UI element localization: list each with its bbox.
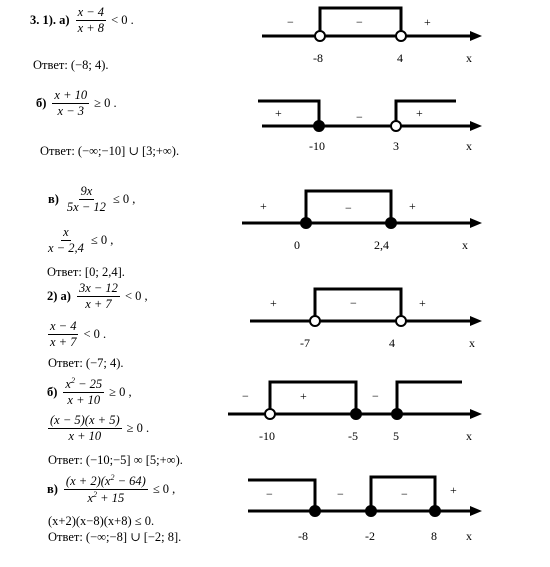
point-label: 5 (393, 429, 399, 443)
sign-label: + (270, 296, 277, 310)
point-label: 3 (393, 139, 399, 153)
problem-label: в) (47, 482, 58, 497)
denominator-exponent: 2 (93, 490, 98, 500)
point-label: -7 (300, 336, 310, 350)
problem-label: в) (48, 192, 59, 207)
relation: < 0 . (83, 327, 107, 342)
axis-arrow (470, 121, 482, 131)
point-label: -10 (259, 429, 275, 443)
sign-label: − (266, 487, 273, 501)
closed-point (430, 506, 441, 517)
number-line-diagram-1 (262, 8, 482, 41)
numerator-exponent: 2 (70, 376, 75, 385)
axis-arrow (470, 31, 482, 41)
open-point (265, 409, 275, 419)
point-label: -2 (365, 529, 375, 543)
sign-label: + (416, 106, 423, 120)
number-line-diagram-2 (258, 101, 482, 132)
sign-label: + (450, 483, 457, 497)
axis-variable: x (466, 429, 472, 443)
number-line-diagram-6 (248, 477, 482, 517)
denominator: x − 2,4 (48, 241, 84, 256)
sign-label: − (356, 110, 363, 124)
denominator: x + 10 (67, 393, 101, 408)
numerator: x − 4 (76, 6, 106, 21)
numerator-part-b: − 64) (114, 474, 146, 489)
open-point (391, 121, 401, 131)
axis-variable: x (466, 51, 472, 65)
sign-label: − (350, 296, 357, 310)
point-label: -8 (298, 529, 308, 543)
point-label: 4 (389, 336, 395, 350)
point-label: -10 (309, 139, 325, 153)
sign-label: + (300, 389, 307, 403)
interval-bracket (315, 289, 401, 321)
sign-label: + (275, 106, 282, 120)
closed-point (301, 218, 312, 229)
answer-1b: Ответ: (−∞;−10] ∪ [3;+∞). (40, 144, 180, 158)
problem-2v-factored: (x+2)(x−8)(x+8) ≤ 0. (48, 514, 155, 528)
numerator: x − 4 (48, 320, 78, 335)
numerator-exponent: 2 (110, 473, 115, 482)
answer-1a: Ответ: (−8; 4). (33, 58, 109, 72)
interval-bracket-left (258, 101, 319, 126)
axis-variable: x (466, 529, 472, 543)
point-label: -5 (348, 429, 358, 443)
interval-bracket-right (397, 382, 462, 414)
sign-label: − (345, 201, 352, 215)
numerator-base: x (65, 377, 71, 392)
numerator: (x − 5)(x + 5) (48, 414, 122, 429)
relation: ≤ 0 , (112, 192, 136, 207)
problem-label: б) (47, 384, 58, 399)
axis-variable: x (469, 336, 475, 350)
problem-label: 2) а) (47, 289, 71, 304)
numerator: x + 10 (52, 89, 89, 104)
sign-label: − (242, 389, 249, 403)
open-point (310, 316, 320, 326)
point-label: -8 (313, 51, 323, 65)
open-point (396, 31, 406, 41)
sign-label: + (260, 199, 267, 213)
number-line-diagram-5 (228, 382, 482, 420)
sign-label: + (419, 296, 426, 310)
number-line-diagram-4 (250, 289, 482, 326)
axis-arrow (470, 409, 482, 419)
relation: ≤ 0 , (90, 233, 114, 248)
numerator: 9x (79, 185, 95, 200)
closed-point (366, 506, 377, 517)
relation: ≥ 0 , (109, 384, 132, 399)
denominator: 5x − 12 (66, 200, 106, 215)
sign-label: − (372, 389, 379, 403)
numerator-rest: − 25 (74, 377, 103, 392)
axis-arrow (470, 218, 482, 228)
open-point (315, 31, 325, 41)
denominator: x + 8 (77, 21, 105, 36)
relation: ≥ 0 . (126, 421, 150, 436)
problem-header: 3. 1). а) (30, 13, 70, 28)
point-label: 4 (397, 51, 403, 65)
relation: ≤ 0 , (152, 482, 176, 497)
point-label: 8 (431, 529, 437, 543)
closed-point (310, 506, 321, 517)
interval-bracket-left (248, 480, 315, 511)
answer-2b: Ответ: (−10;−5] ∞ [5;+∞). (48, 453, 183, 467)
closed-point (386, 218, 397, 229)
sign-label: + (424, 15, 431, 29)
sign-label: − (401, 487, 408, 501)
numerator-part-a: (x + 2)(x (65, 474, 111, 489)
problem-label: б) (36, 96, 47, 111)
relation: < 0 . (111, 13, 134, 28)
numerator: 3x − 12 (77, 282, 120, 297)
number-line-diagram-3 (242, 191, 482, 229)
closed-point (392, 409, 403, 420)
denominator: x + 7 (85, 297, 112, 312)
closed-point (314, 121, 325, 132)
denominator: x + 10 (68, 429, 102, 444)
sign-label: − (356, 15, 363, 29)
open-point (396, 316, 406, 326)
closed-point (351, 409, 362, 420)
relation: ≥ 0 . (94, 96, 117, 111)
denominator-base: x (87, 491, 94, 506)
axis-arrow (470, 316, 482, 326)
relation: < 0 , (124, 289, 148, 304)
answer-2a: Ответ: (−7; 4). (48, 356, 124, 370)
sign-label: + (409, 199, 416, 213)
axis-arrow (470, 506, 482, 516)
point-label: 2,4 (374, 238, 389, 252)
sign-label: − (337, 487, 344, 501)
denominator: x + 7 (50, 335, 77, 350)
denominator: x − 3 (57, 104, 85, 119)
answer-2v: Ответ: (−∞;−8] ∪ [−2; 8]. (48, 530, 182, 544)
denominator-rest: + 15 (97, 491, 125, 506)
point-label: 0 (294, 238, 300, 252)
interval-bracket-right (396, 101, 456, 126)
sign-label: − (287, 15, 294, 29)
interval-bracket (270, 382, 356, 414)
axis-variable: x (462, 238, 468, 252)
axis-variable: x (466, 139, 472, 153)
numerator: x (61, 226, 71, 241)
answer-1v: Ответ: [0; 2,4]. (47, 265, 125, 279)
